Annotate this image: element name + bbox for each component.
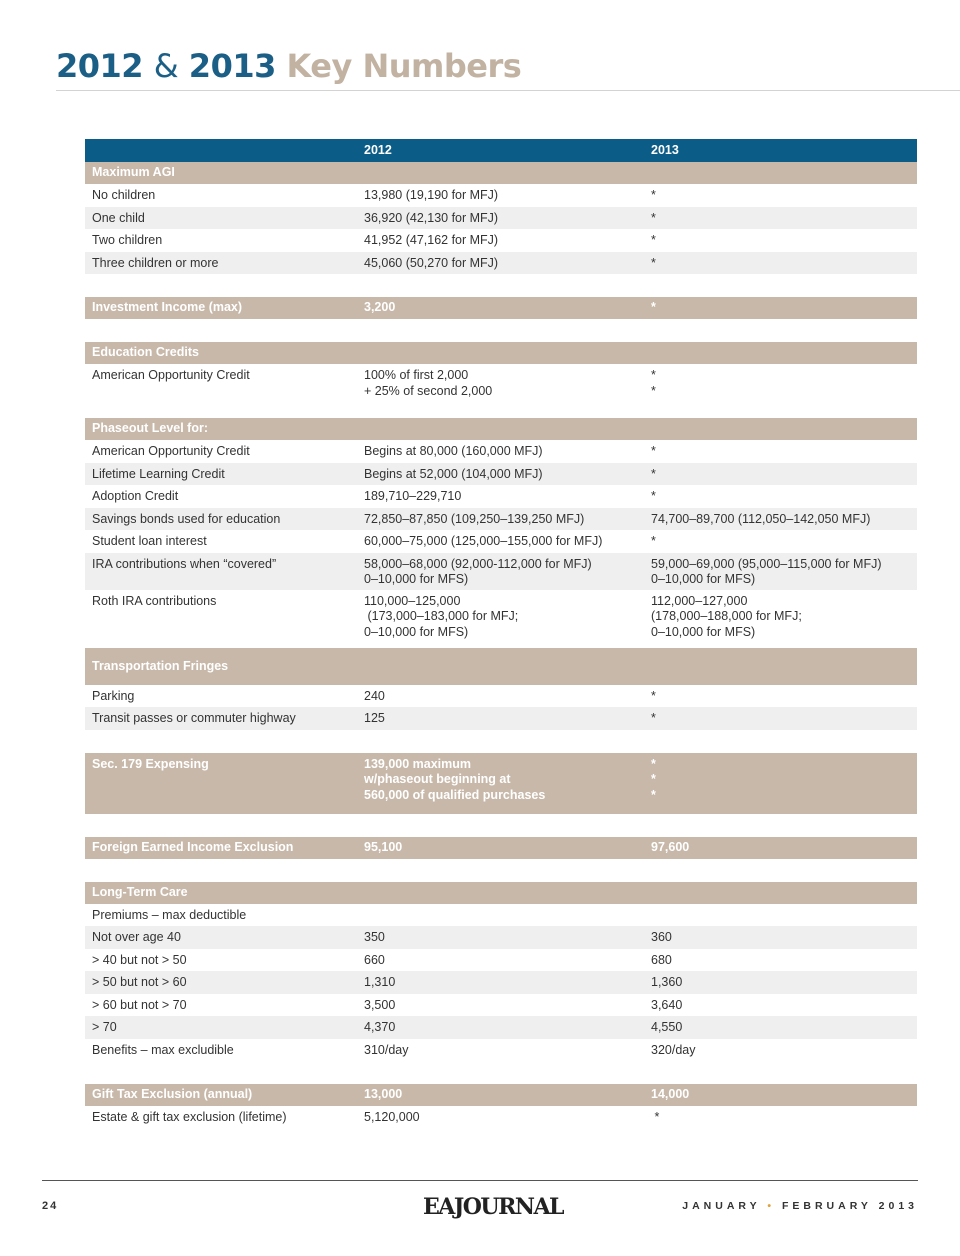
table-row [85,904,917,927]
value-2012: 45,060 (50,270 for MFJ) [357,252,644,275]
value-line: 139,000 maximum [364,756,472,771]
row-label: No children [92,188,156,202]
section-heading: Long-Term Care [85,882,917,904]
value-line: (178,000–188,000 for MFJ; [651,609,802,623]
section-heading: Gift Tax Exclusion (annual) [85,1084,357,1106]
table-row [85,553,917,590]
bullet-dot-icon: • [767,1200,776,1212]
value-2012: 5,120,000 [364,1110,420,1124]
row-label: > 50 but not > 60 [85,971,357,994]
row-label: Two children [92,233,163,247]
section-heading: Education Credits [85,342,917,364]
section-foreign-earned-income [85,837,917,859]
value-2013: 320/day [651,1042,696,1057]
value-line: * [651,787,656,802]
value-2012 [357,753,644,814]
section-transportation-fringes [85,648,917,685]
value-line: 59,000–69,000 (95,000–115,000 for MFJ) [651,556,882,571]
table-row [85,508,917,531]
spacer-row [85,730,917,753]
header-label-cell [85,139,357,162]
value-2013 [644,753,917,814]
value-2013 [644,590,917,648]
value-2013: * [644,207,917,230]
value-line: * [651,383,656,398]
section-heading: Foreign Earned Income Exclusion [85,837,357,859]
value-2012: 3,500 [364,997,396,1012]
table-row [85,440,917,463]
value-2013: * [651,1110,660,1124]
value-2013: * [644,707,917,730]
value-2013: * [644,463,917,486]
value-line: * [651,772,656,786]
section-sec-179-expensing [85,753,917,814]
section-education-credits [85,342,917,364]
value-2013: 3,640 [651,997,683,1012]
value-2013: 1,360 [644,971,917,994]
value-2012: 240 [364,688,385,703]
table-row [85,184,917,207]
header-2012: 2012 [357,139,644,162]
value-2012: 41,952 (47,162 for MFJ) [364,233,499,247]
value-2012: 13,000 [357,1084,644,1106]
spacer-row [85,319,917,342]
value-2013: 4,550 [644,1016,917,1039]
row-label: Benefits – max excludible [92,1042,234,1057]
value-line: 100% of first 2,000 [364,368,469,382]
spacer-row [85,814,917,837]
value-2013: 360 [644,926,917,949]
row-label: Savings bonds used for education [85,508,357,531]
section-gift-tax-exclusion [85,1084,917,1106]
table-header-row [85,139,917,162]
value-2012: Begins at 52,000 (104,000 MFJ) [357,463,644,486]
row-label: Three children or more [85,252,357,275]
value-2012: 95,100 [357,837,644,859]
row-label: Parking [92,688,135,703]
section-phaseout-level [85,418,917,440]
table-row [85,994,917,1017]
row-label: Student loan interest [92,534,207,548]
table-row [85,685,917,708]
row-label: Roth IRA contributions [92,593,217,608]
issue-month-start: JANUARY [682,1200,761,1212]
section-heading: Maximum AGI [85,162,917,184]
table-row [85,1106,917,1129]
section-heading: Sec. 179 Expensing [85,753,357,814]
value-line: 0–10,000 for MFS) [651,624,756,639]
value-2013: 74,700–89,700 (112,050–142,050 MFJ) [644,508,917,531]
row-label: Estate & gift tax exclusion (lifetime) [92,1110,287,1124]
key-numbers-table [85,139,917,1129]
value-line: w/phaseout beginning at [364,772,511,786]
table-row [85,207,917,230]
row-label: > 60 but not > 70 [92,997,187,1012]
value-2012 [357,553,644,590]
spacer-row [85,401,917,418]
value-line: (173,000–183,000 for MFJ; [364,609,519,623]
header-2013: 2013 [644,139,917,162]
value-2012: 310/day [364,1042,409,1057]
value-2013: * [651,688,656,703]
value-2013: * [651,188,656,202]
table-row [85,530,917,553]
row-label: American Opportunity Credit [92,444,250,458]
value-2013: 97,600 [644,837,917,859]
value-2012: 1,310 [357,971,644,994]
value-2013 [644,553,917,590]
row-label: Adoption Credit [92,489,179,503]
value-2013: * [644,252,917,275]
value-2013: 680 [651,952,672,967]
table-row [85,1016,917,1039]
row-label: Transit passes or commuter highway [85,707,357,730]
value-2012: 60,000–75,000 (125,000–155,000 for MFJ) [364,534,603,548]
value-line: 112,000–127,000 [651,593,748,608]
value-line: 0–10,000 for MFS) [364,624,469,639]
value-2012: 4,370 [357,1016,644,1039]
table-row [85,485,917,508]
title-key-numbers: Key Numbers [286,47,522,85]
issue-month-end: FEBRUARY 2013 [781,1200,918,1212]
table-row [85,1039,917,1062]
row-label: IRA contributions when “covered” [85,553,357,590]
row-label: Premiums – max deductible [92,907,247,922]
value-2012: 350 [357,926,644,949]
value-2013: * [651,444,656,458]
value-line: * [651,368,656,382]
row-label: One child [85,207,357,230]
value-2012: 189,710–229,710 [364,489,462,503]
value-line: 58,000–68,000 (92,000-112,000 for MFJ) [364,556,592,571]
table-row [85,949,917,972]
spacer-row [85,274,917,297]
table-row [85,971,917,994]
value-line: 560,000 of qualified purchases [364,787,546,802]
value-2012 [357,590,644,648]
table-row [85,229,917,252]
value-2012: Begins at 80,000 (160,000 MFJ) [364,444,543,458]
value-line: 0–10,000 for MFS) [364,572,469,586]
title-year-2012: 2012 [56,47,144,85]
value-2012: 125 [357,707,644,730]
title-ampersand: & [153,47,179,85]
value-line: + 25% of second 2,000 [364,383,493,398]
table-row [85,590,917,648]
spacer-row [85,1061,917,1084]
table-row [85,252,917,275]
value-2013: * [651,489,656,503]
section-heading: Transportation Fringes [85,648,917,685]
value-2013: * [651,233,656,247]
row-label: Lifetime Learning Credit [85,463,357,486]
row-label: > 70 [85,1016,357,1039]
value-line: 110,000–125,000 [364,593,461,608]
table-row [85,926,917,949]
table-row [85,707,917,730]
row-label: > 40 but not > 50 [92,952,187,967]
spacer-row [85,859,917,882]
table-row [85,463,917,486]
title-divider [56,90,960,91]
section-maximum-agi [85,162,917,184]
issue-date [682,1200,918,1212]
value-2012: 36,920 (42,130 for MFJ) [357,207,644,230]
value-2013: * [644,297,917,319]
section-long-term-care [85,882,917,904]
page-number: 24 [42,1200,59,1212]
value-line: * [651,756,656,771]
value-2012 [357,364,644,401]
ea-journal-logo: EAJOURNAL [423,1194,564,1220]
value-line: 0–10,000 for MFS) [651,572,756,586]
footer-divider [42,1180,918,1181]
value-2013: * [651,534,656,548]
value-2012: 13,980 (19,190 for MFJ) [364,188,499,202]
value-2012: 660 [364,952,385,967]
value-2012: 3,200 [357,297,644,319]
value-2013 [644,364,917,401]
section-investment-income [85,297,917,319]
value-2013: 14,000 [644,1084,917,1106]
row-label: American Opportunity Credit [92,368,250,382]
row-label: Not over age 40 [85,926,357,949]
title-year-2013: 2013 [188,47,276,85]
section-heading: Phaseout Level for: [85,418,917,440]
value-2012: 72,850–87,850 (109,250–139,250 MFJ) [357,508,644,531]
page-title [56,44,521,88]
table-row [85,364,917,401]
section-heading: Investment Income (max) [85,297,357,319]
